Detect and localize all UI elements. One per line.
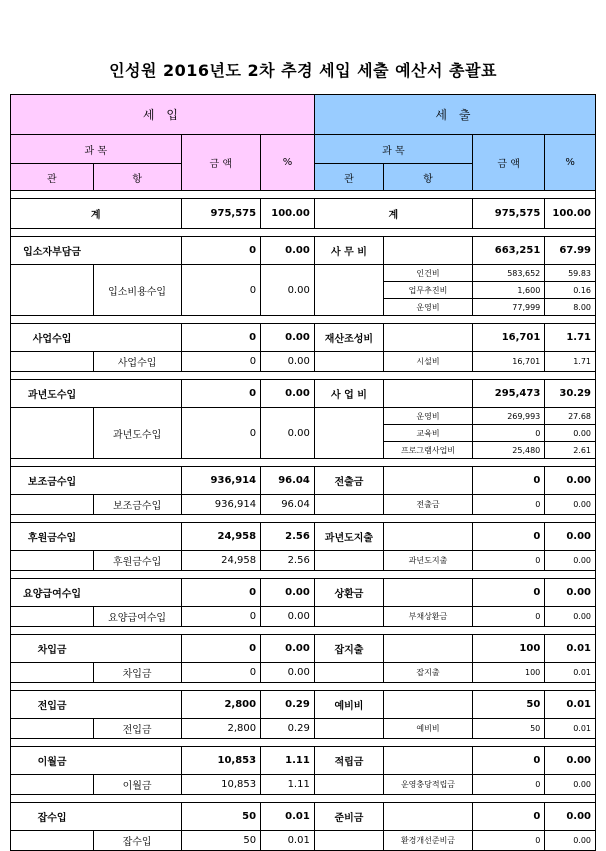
expense-pct-cell: 0.00	[545, 803, 596, 831]
income-amount-cell: 2,800	[181, 691, 261, 719]
income-pct-cell: 1.11	[261, 747, 315, 775]
row-spacer	[11, 316, 596, 324]
income-header: 세 입	[11, 95, 315, 135]
row-spacer	[11, 459, 596, 467]
expense-amount-cell: 16,701	[472, 324, 544, 352]
expense-hang-cell: 환경개선준비금	[384, 831, 473, 851]
income-amount-header: 금 액	[181, 135, 261, 191]
income-amount-cell: 0	[181, 579, 261, 607]
income-gwan-blank	[11, 607, 94, 627]
income-amount-cell: 50	[181, 831, 261, 851]
expense-hang-cell: 운영충당적립금	[384, 775, 473, 795]
income-amount-cell: 936,914	[181, 467, 261, 495]
expense-pct-cell: 27.68	[545, 408, 596, 425]
expense-gwan-blank	[314, 408, 383, 459]
income-hang-cell: 입소비용수입	[93, 265, 181, 316]
expense-gwan-cell: 사 업 비	[314, 380, 383, 408]
income-pct-cell: 0.00	[261, 324, 315, 352]
expense-amount-cell: 583,652	[472, 265, 544, 282]
expense-pct-cell: 0.00	[545, 425, 596, 442]
expense-gwan-blank	[314, 775, 383, 795]
expense-gwan-cell: 과년도지출	[314, 523, 383, 551]
income-pct-cell: 96.04	[261, 495, 315, 515]
income-hang-cell: 잡수입	[93, 831, 181, 851]
income-gwan-cell: 과년도수입	[11, 380, 94, 408]
expense-gwan-blank	[314, 265, 383, 316]
detail-row	[11, 607, 596, 627]
expense-pct-cell: 67.99	[545, 237, 596, 265]
income-gwan-blank	[11, 495, 94, 515]
expense-hang-cell: 인건비	[384, 265, 473, 282]
row-spacer	[11, 627, 596, 635]
expense-hang-cell: 과년도지출	[384, 551, 473, 571]
expense-hang-cell	[384, 324, 473, 352]
income-pct-cell: 0.00	[261, 635, 315, 663]
expense-total-pct: 100.00	[545, 199, 596, 229]
expense-gwan-blank	[314, 495, 383, 515]
expense-pct-cell: 30.29	[545, 380, 596, 408]
income-total-amount: 975,575	[181, 199, 261, 229]
expense-hang-cell: 교육비	[384, 425, 473, 442]
budget-summary-table	[10, 94, 596, 851]
expense-hang-cell: 예비비	[384, 719, 473, 739]
expense-gwan-blank	[314, 551, 383, 571]
income-amount-cell: 10,853	[181, 775, 261, 795]
income-pct-cell: 0.29	[261, 691, 315, 719]
income-pct-cell: 0.00	[261, 352, 315, 372]
expense-hang-cell	[384, 691, 473, 719]
expense-gwan-cell: 적립금	[314, 747, 383, 775]
group-row	[11, 467, 596, 495]
expense-gwan-cell: 준비금	[314, 803, 383, 831]
expense-pct-cell: 0.00	[545, 551, 596, 571]
income-total-label: 계	[11, 199, 182, 229]
expense-hang-cell: 시설비	[384, 352, 473, 372]
income-hang-cell: 차입금	[93, 663, 181, 683]
expense-gwan-blank	[314, 607, 383, 627]
income-amount-cell: 2,800	[181, 719, 261, 739]
income-pct-cell: 0.00	[261, 663, 315, 683]
income-gwan-blank	[11, 352, 94, 372]
income-amount-cell: 0	[181, 265, 261, 316]
income-hang-cell: 과년도수입	[93, 408, 181, 459]
income-total-pct: 100.00	[261, 199, 315, 229]
income-amount-cell: 0	[181, 380, 261, 408]
income-amount-cell: 0	[181, 408, 261, 459]
expense-pct-cell: 0.01	[545, 719, 596, 739]
expense-amount-cell: 77,999	[472, 299, 544, 316]
expense-hang-cell	[384, 803, 473, 831]
expense-pct-cell: 0.01	[545, 635, 596, 663]
income-amount-cell: 0	[181, 237, 261, 265]
row-spacer	[11, 683, 596, 691]
expense-hang-cell	[384, 467, 473, 495]
expense-pct-cell: 0.00	[545, 831, 596, 851]
expense-pct-cell: 8.00	[545, 299, 596, 316]
expense-header: 세 출	[314, 95, 595, 135]
detail-row	[11, 775, 596, 795]
income-pct-cell: 0.00	[261, 408, 315, 459]
income-amount-cell: 0	[181, 607, 261, 627]
group-row	[11, 324, 596, 352]
income-pct-cell: 0.01	[261, 831, 315, 851]
expense-pct-cell: 0.00	[545, 607, 596, 627]
income-pct-cell: 0.01	[261, 803, 315, 831]
expense-total-amount: 975,575	[472, 199, 544, 229]
expense-amount-cell: 269,993	[472, 408, 544, 425]
group-row	[11, 803, 596, 831]
row-spacer	[11, 372, 596, 380]
group-row	[11, 237, 596, 265]
income-gwan-blank	[11, 775, 94, 795]
income-pct-cell: 2.56	[261, 551, 315, 571]
expense-pct-cell: 0.00	[545, 467, 596, 495]
expense-gwan-header: 관	[314, 164, 383, 191]
income-hang-cell: 후원금수입	[93, 551, 181, 571]
income-pct-cell: 0.00	[261, 265, 315, 316]
income-hang-cell	[93, 579, 181, 607]
income-gwan-cell: 사업수입	[11, 324, 94, 352]
expense-hang-cell	[384, 523, 473, 551]
income-pct-cell: 96.04	[261, 467, 315, 495]
expense-hang-cell: 업무추진비	[384, 282, 473, 299]
expense-hang-cell: 운영비	[384, 408, 473, 425]
income-hang-cell: 요양급여수입	[93, 607, 181, 627]
expense-gwan-blank	[314, 352, 383, 372]
expense-amount-cell: 1,600	[472, 282, 544, 299]
income-gwan-blank	[11, 408, 94, 459]
income-gwan-cell: 이월금	[11, 747, 94, 775]
expense-pct-cell: 1.71	[545, 324, 596, 352]
income-gwan-cell: 요양급여수입	[11, 579, 94, 607]
expense-gwan-cell: 전출금	[314, 467, 383, 495]
expense-gwan-cell: 재산조성비	[314, 324, 383, 352]
income-pct-cell: 0.29	[261, 719, 315, 739]
expense-pct-cell: 0.00	[545, 495, 596, 515]
page-title: 인성원 2016년도 2차 추경 세입 세출 예산서 총괄표	[109, 61, 497, 80]
income-amount-cell: 10,853	[181, 747, 261, 775]
expense-amount-cell: 0	[472, 425, 544, 442]
income-amount-cell: 0	[181, 635, 261, 663]
income-gwan-cell: 보조금수입	[11, 467, 94, 495]
expense-amount-cell: 0	[472, 831, 544, 851]
income-hang-cell	[93, 747, 181, 775]
expense-hang-cell: 잡지출	[384, 663, 473, 683]
expense-amount-cell: 0	[472, 747, 544, 775]
expense-amount-cell: 25,480	[472, 442, 544, 459]
income-hang-cell: 보조금수입	[93, 495, 181, 515]
expense-amount-cell: 16,701	[472, 352, 544, 372]
income-gwan-cell: 후원금수입	[11, 523, 94, 551]
expense-hang-header: 항	[384, 164, 473, 191]
expense-pct-cell: 0.00	[545, 579, 596, 607]
income-hang-cell	[93, 803, 181, 831]
income-hang-cell: 이월금	[93, 775, 181, 795]
expense-amount-cell: 0	[472, 467, 544, 495]
expense-hang-cell	[384, 635, 473, 663]
expense-amount-cell: 50	[472, 691, 544, 719]
detail-row	[11, 551, 596, 571]
income-hang-cell	[93, 691, 181, 719]
income-hang-cell	[93, 237, 181, 265]
income-hang-cell: 사업수입	[93, 352, 181, 372]
income-gwan-cell: 차입금	[11, 635, 94, 663]
expense-amount-cell: 0	[472, 607, 544, 627]
expense-total-label: 계	[314, 199, 472, 229]
expense-gwan-blank	[314, 663, 383, 683]
group-row	[11, 579, 596, 607]
income-pct-cell: 0.00	[261, 607, 315, 627]
expense-amount-cell: 50	[472, 719, 544, 739]
income-amount-cell: 936,914	[181, 495, 261, 515]
income-gwamok-header: 과 목	[11, 135, 182, 164]
income-hang-cell	[93, 467, 181, 495]
expense-hang-cell	[384, 380, 473, 408]
expense-gwan-cell: 사 무 비	[314, 237, 383, 265]
expense-amount-cell: 0	[472, 523, 544, 551]
expense-amount-cell: 295,473	[472, 380, 544, 408]
expense-gwan-cell: 예비비	[314, 691, 383, 719]
group-row	[11, 523, 596, 551]
detail-row	[11, 831, 596, 851]
income-pct-cell: 0.00	[261, 380, 315, 408]
expense-pct-cell: 0.01	[545, 691, 596, 719]
income-amount-cell: 0	[181, 663, 261, 683]
income-amount-cell: 50	[181, 803, 261, 831]
expense-pct-cell: 0.00	[545, 775, 596, 795]
income-hang-cell	[93, 523, 181, 551]
expense-amount-header: 금 액	[472, 135, 544, 191]
income-gwan-cell: 전입금	[11, 691, 94, 719]
expense-gwan-cell: 상환금	[314, 579, 383, 607]
expense-gwan-blank	[314, 719, 383, 739]
income-amount-cell: 0	[181, 352, 261, 372]
row-spacer	[11, 571, 596, 579]
income-amount-cell: 24,958	[181, 551, 261, 571]
expense-amount-cell: 100	[472, 663, 544, 683]
expense-gwan-blank	[314, 831, 383, 851]
income-amount-cell: 24,958	[181, 523, 261, 551]
expense-gwan-cell: 잡지출	[314, 635, 383, 663]
income-pct-cell: 1.11	[261, 775, 315, 795]
income-pct-cell: 0.00	[261, 237, 315, 265]
expense-pct-cell: 0.00	[545, 747, 596, 775]
expense-amount-cell: 0	[472, 495, 544, 515]
expense-hang-cell	[384, 579, 473, 607]
expense-hang-cell: 전출금	[384, 495, 473, 515]
detail-row	[11, 495, 596, 515]
detail-row	[11, 408, 596, 425]
expense-amount-cell: 100	[472, 635, 544, 663]
income-gwan-header: 관	[11, 164, 94, 191]
group-row	[11, 380, 596, 408]
income-pct-header: %	[261, 135, 315, 191]
expense-hang-cell: 프로그램사업비	[384, 442, 473, 459]
detail-row	[11, 663, 596, 683]
income-hang-cell	[93, 635, 181, 663]
income-gwan-blank	[11, 831, 94, 851]
income-gwan-blank	[11, 719, 94, 739]
income-pct-cell: 0.00	[261, 579, 315, 607]
expense-pct-cell: 2.61	[545, 442, 596, 459]
expense-pct-cell: 0.16	[545, 282, 596, 299]
row-spacer	[11, 795, 596, 803]
income-hang-cell	[93, 324, 181, 352]
expense-amount-cell: 663,251	[472, 237, 544, 265]
expense-amount-cell: 0	[472, 579, 544, 607]
expense-gwamok-header: 과 목	[314, 135, 472, 164]
detail-row	[11, 352, 596, 372]
income-hang-cell: 전입금	[93, 719, 181, 739]
income-gwan-blank	[11, 551, 94, 571]
income-gwan-blank	[11, 663, 94, 683]
detail-row	[11, 265, 596, 282]
expense-pct-cell: 59.83	[545, 265, 596, 282]
expense-pct-header: %	[545, 135, 596, 191]
expense-hang-cell: 부채상환금	[384, 607, 473, 627]
row-spacer	[11, 515, 596, 523]
expense-pct-cell: 0.00	[545, 523, 596, 551]
income-pct-cell: 2.56	[261, 523, 315, 551]
expense-amount-cell: 0	[472, 551, 544, 571]
row-spacer	[11, 739, 596, 747]
group-row	[11, 635, 596, 663]
detail-row	[11, 719, 596, 739]
expense-hang-cell: 운영비	[384, 299, 473, 316]
expense-pct-cell: 0.01	[545, 663, 596, 683]
group-row	[11, 691, 596, 719]
income-gwan-cell: 잡수입	[11, 803, 94, 831]
income-amount-cell: 0	[181, 324, 261, 352]
income-gwan-blank	[11, 265, 94, 316]
expense-amount-cell: 0	[472, 803, 544, 831]
income-hang-cell	[93, 380, 181, 408]
expense-pct-cell: 1.71	[545, 352, 596, 372]
group-row	[11, 747, 596, 775]
expense-hang-cell	[384, 237, 473, 265]
income-hang-header: 항	[93, 164, 181, 191]
income-gwan-cell: 입소자부담금	[11, 237, 94, 265]
expense-amount-cell: 0	[472, 775, 544, 795]
expense-hang-cell	[384, 747, 473, 775]
